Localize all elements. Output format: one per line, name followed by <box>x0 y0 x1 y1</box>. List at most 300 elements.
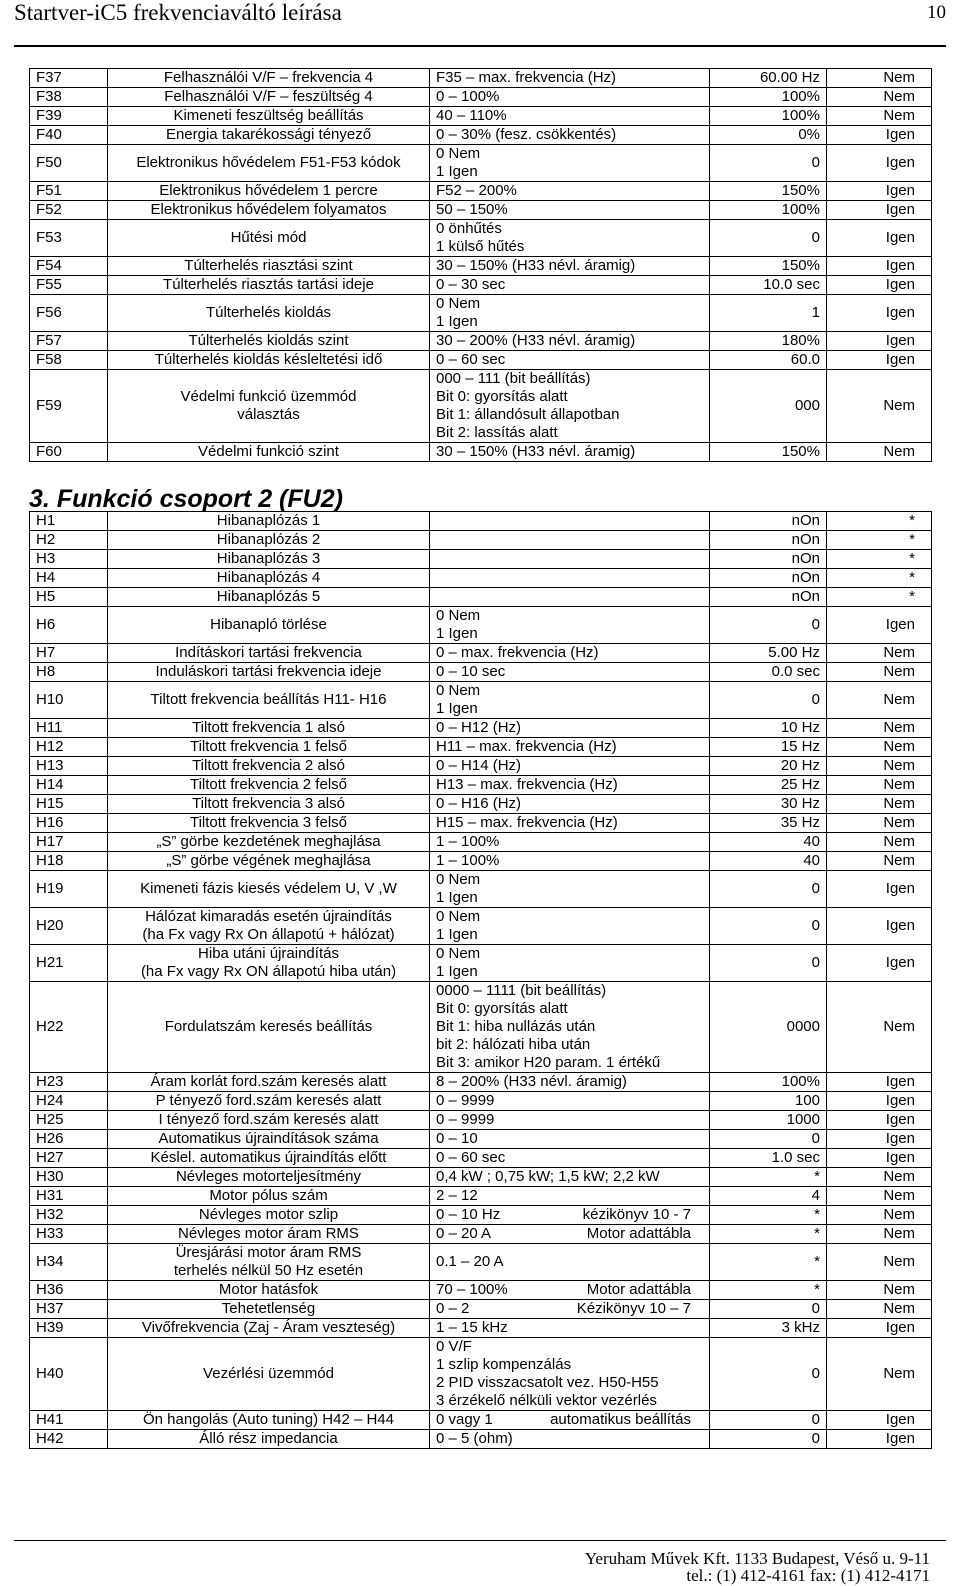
param-name-cell: Hibanaplózás 2 <box>108 531 430 550</box>
table-row <box>30 1187 932 1206</box>
param-changeable-cell: Nem <box>827 370 932 443</box>
param-code-cell: F53 <box>30 220 108 257</box>
param-code-cell: H36 <box>30 1281 108 1300</box>
param-range-cell <box>430 1225 710 1244</box>
param-name-cell: Tiltott frekvencia 2 felső <box>108 776 430 795</box>
param-changeable-cell: Igen <box>827 1411 932 1430</box>
page-header-title: Startver-iC5 frekvenciaváltó leírása <box>14 0 342 25</box>
param-code-cell: F59 <box>30 370 108 443</box>
table-row <box>30 738 932 757</box>
param-changeable-cell: * <box>827 588 932 607</box>
param-range-cell: 0 – 60 sec <box>430 351 710 370</box>
table-row <box>30 1092 932 1111</box>
table-row <box>30 107 932 126</box>
param-name-cell: Tiltott frekvencia 3 felső <box>108 814 430 833</box>
param-range-cell: H11 – max. frekvencia (Hz) <box>430 738 710 757</box>
param-default-cell: 15 Hz <box>710 738 827 757</box>
param-code-cell: H26 <box>30 1130 108 1149</box>
param-code-cell: H21 <box>30 945 108 982</box>
param-changeable-cell: Nem <box>827 852 932 871</box>
param-name-cell: Tehetetlenség <box>108 1300 430 1319</box>
param-name-cell: Hálózat kimaradás esetén újraindítás (ha Fx vagy Rx On állapotú + hálózat) <box>108 908 430 945</box>
table-row <box>30 982 932 1073</box>
param-changeable-cell: Igen <box>827 276 932 295</box>
param-name-cell: Tiltott frekvencia 3 alsó <box>108 795 430 814</box>
table-row <box>30 757 932 776</box>
param-name-cell: „S” görbe kezdetének meghajlása <box>108 833 430 852</box>
param-default-cell: 0 <box>710 871 827 908</box>
param-default-cell: 0 <box>710 1300 827 1319</box>
param-code-cell: F55 <box>30 276 108 295</box>
param-code-cell: H10 <box>30 682 108 719</box>
param-changeable-cell: * <box>827 550 932 569</box>
param-changeable-cell: Nem <box>827 443 932 462</box>
param-changeable-cell: Igen <box>827 1130 932 1149</box>
table-row <box>30 1338 932 1411</box>
param-range-cell: 1 – 100% <box>430 833 710 852</box>
param-name-cell: Vezérlési üzemmód <box>108 1338 430 1411</box>
param-code-cell: F51 <box>30 182 108 201</box>
param-name-cell: Tiltott frekvencia 1 alsó <box>108 719 430 738</box>
param-range-cell: 0 – H14 (Hz) <box>430 757 710 776</box>
range-split: 0 – 2 Kézikönyv 10 – 7 <box>436 1300 691 1317</box>
param-code-cell: H31 <box>30 1187 108 1206</box>
param-changeable-cell: Igen <box>827 871 932 908</box>
param-name-cell: Felhasználói V/F – frekvencia 4 <box>108 69 430 88</box>
param-name-cell: Áram korlát ford.szám keresés alatt <box>108 1073 430 1092</box>
param-default-cell: 100% <box>710 201 827 220</box>
param-default-cell: 100% <box>710 88 827 107</box>
table-row <box>30 682 932 719</box>
param-changeable-cell: * <box>827 512 932 531</box>
param-changeable-cell: Igen <box>827 145 932 182</box>
param-range-cell: 30 – 200% (H33 névl. áramig) <box>430 332 710 351</box>
param-range-cell: 0 Nem 1 Igen <box>430 945 710 982</box>
param-range-cell: 0 – 5 (ohm) <box>430 1430 710 1449</box>
param-default-cell: 25 Hz <box>710 776 827 795</box>
param-changeable-cell: * <box>827 531 932 550</box>
footer-company-address: Yeruham Művek Kft. 1133 Budapest, Véső u. 9-11 <box>584 1549 930 1568</box>
param-code-cell: F40 <box>30 126 108 145</box>
param-default-cell: 60.0 <box>710 351 827 370</box>
param-changeable-cell: Nem <box>827 644 932 663</box>
param-code-cell: H1 <box>30 512 108 531</box>
param-default-cell: 5.00 Hz <box>710 644 827 663</box>
param-default-cell: 30 Hz <box>710 795 827 814</box>
param-default-cell: nOn <box>710 512 827 531</box>
param-default-cell: 0 <box>710 1130 827 1149</box>
table-row <box>30 1168 932 1187</box>
section-heading: 3. Funkció csoport 2 (FU2) <box>29 485 343 513</box>
footer-divider <box>14 1540 946 1541</box>
param-code-cell: H20 <box>30 908 108 945</box>
param-code-cell: H2 <box>30 531 108 550</box>
param-code-cell: H7 <box>30 644 108 663</box>
table-row <box>30 871 932 908</box>
param-changeable-cell: Igen <box>827 1149 932 1168</box>
param-default-cell: 100% <box>710 107 827 126</box>
param-name-cell: Elektronikus hővédelem 1 percre <box>108 182 430 201</box>
param-default-cell: nOn <box>710 550 827 569</box>
param-changeable-cell: Nem <box>827 1244 932 1281</box>
param-default-cell: 0 <box>710 220 827 257</box>
param-range-cell: 0 – 30% (fesz. csökkentés) <box>430 126 710 145</box>
param-changeable-cell: Nem <box>827 1206 932 1225</box>
param-default-cell: 0 <box>710 1338 827 1411</box>
param-changeable-cell: Igen <box>827 351 932 370</box>
table-row <box>30 852 932 871</box>
param-name-cell: Fordulatszám keresés beállítás <box>108 982 430 1073</box>
param-code-cell: H30 <box>30 1168 108 1187</box>
param-range-cell: 0 Nem 1 Igen <box>430 682 710 719</box>
param-code-cell: H14 <box>30 776 108 795</box>
param-name-cell: Túlterhelés kioldás késleltetési idő <box>108 351 430 370</box>
param-code-cell: F56 <box>30 295 108 332</box>
param-default-cell: 20 Hz <box>710 757 827 776</box>
param-code-cell: H25 <box>30 1111 108 1130</box>
param-range-cell: 0 Nem 1 Igen <box>430 607 710 644</box>
table-row <box>30 663 932 682</box>
param-default-cell: 35 Hz <box>710 814 827 833</box>
param-code-cell: H39 <box>30 1319 108 1338</box>
param-code-cell: H8 <box>30 663 108 682</box>
table-row <box>30 351 932 370</box>
param-code-cell: H5 <box>30 588 108 607</box>
table-row <box>30 719 932 738</box>
param-changeable-cell: Nem <box>827 814 932 833</box>
param-code-cell: F54 <box>30 257 108 276</box>
param-name-cell: Elektronikus hővédelem folyamatos <box>108 201 430 220</box>
param-default-cell: 1.0 sec <box>710 1149 827 1168</box>
param-range-cell: 0 – 9999 <box>430 1111 710 1130</box>
param-default-cell: 0 <box>710 1411 827 1430</box>
param-default-cell: 0000 <box>710 982 827 1073</box>
param-code-cell: H3 <box>30 550 108 569</box>
param-name-cell: Tiltott frekvencia 1 felső <box>108 738 430 757</box>
param-range-cell: 40 – 110% <box>430 107 710 126</box>
param-name-cell: Túlterhelés kioldás szint <box>108 332 430 351</box>
param-default-cell: * <box>710 1244 827 1281</box>
param-changeable-cell: Nem <box>827 833 932 852</box>
parameter-table-fu1 <box>29 68 932 462</box>
param-default-cell: nOn <box>710 531 827 550</box>
param-default-cell: 40 <box>710 852 827 871</box>
param-code-cell: F52 <box>30 201 108 220</box>
table-row <box>30 1149 932 1168</box>
table-row <box>30 443 932 462</box>
param-name-cell: Hibanaplózás 3 <box>108 550 430 569</box>
param-range-cell: 0 – 30 sec <box>430 276 710 295</box>
param-code-cell: H34 <box>30 1244 108 1281</box>
param-changeable-cell: Nem <box>827 982 932 1073</box>
param-name-cell: Kimeneti fázis kiesés védelem U, V ,W <box>108 871 430 908</box>
param-code-cell: H16 <box>30 814 108 833</box>
param-changeable-cell: Nem <box>827 1187 932 1206</box>
param-range-cell: 0 – 10 sec <box>430 663 710 682</box>
param-default-cell: 150% <box>710 182 827 201</box>
param-default-cell: 100 <box>710 1092 827 1111</box>
table-row <box>30 370 932 443</box>
table-row <box>30 644 932 663</box>
table-row <box>30 1300 932 1319</box>
table-row <box>30 908 932 945</box>
table-row <box>30 945 932 982</box>
table-row <box>30 588 932 607</box>
table-row <box>30 531 932 550</box>
table-row <box>30 257 932 276</box>
table-row <box>30 776 932 795</box>
param-name-cell: Kimeneti feszültség beállítás <box>108 107 430 126</box>
param-code-cell: F50 <box>30 145 108 182</box>
table-row <box>30 1319 932 1338</box>
param-name-cell: P tényező ford.szám keresés alatt <box>108 1092 430 1111</box>
param-default-cell: 150% <box>710 257 827 276</box>
table-row <box>30 276 932 295</box>
param-default-cell: 0.0 sec <box>710 663 827 682</box>
param-changeable-cell: Igen <box>827 201 932 220</box>
table-row <box>30 1206 932 1225</box>
param-name-cell: Indításkori tartási frekvencia <box>108 644 430 663</box>
param-name-cell: Névleges motor szlip <box>108 1206 430 1225</box>
param-code-cell: H6 <box>30 607 108 644</box>
param-name-cell: Motor pólus szám <box>108 1187 430 1206</box>
param-changeable-cell: Igen <box>827 1073 932 1092</box>
param-default-cell: 0 <box>710 607 827 644</box>
param-changeable-cell: Igen <box>827 332 932 351</box>
param-code-cell: H32 <box>30 1206 108 1225</box>
param-name-cell: Késlel. automatikus újraindítás előtt <box>108 1149 430 1168</box>
param-default-cell: * <box>710 1206 827 1225</box>
param-changeable-cell: Igen <box>827 257 932 276</box>
param-code-cell: F39 <box>30 107 108 126</box>
table-row <box>30 550 932 569</box>
param-range-cell <box>430 1300 710 1319</box>
param-range-cell <box>430 588 710 607</box>
param-range-cell: 0 Nem 1 Igen <box>430 908 710 945</box>
param-name-cell: Túlterhelés riasztási szint <box>108 257 430 276</box>
param-code-cell: H11 <box>30 719 108 738</box>
table-row <box>30 201 932 220</box>
param-code-cell: H4 <box>30 569 108 588</box>
param-range-cell <box>430 550 710 569</box>
param-range-cell: 0 – H16 (Hz) <box>430 795 710 814</box>
param-range-cell: 0 – 9999 <box>430 1092 710 1111</box>
table-row <box>30 1225 932 1244</box>
param-default-cell: 0 <box>710 908 827 945</box>
param-name-cell: Induláskori tartási frekvencia ideje <box>108 663 430 682</box>
param-range-cell: 0 – 10 <box>430 1130 710 1149</box>
param-range-cell: 000 – 111 (bit beállítás) Bit 0: gyorsítás alatt Bit 1: állandósult állapotban Bit 2: lassítás alatt <box>430 370 710 443</box>
param-code-cell: H12 <box>30 738 108 757</box>
param-name-cell: Névleges motorteljesítmény <box>108 1168 430 1187</box>
param-default-cell: nOn <box>710 588 827 607</box>
table-row <box>30 1111 932 1130</box>
param-default-cell: 40 <box>710 833 827 852</box>
param-range-cell: 0 Nem 1 Igen <box>430 145 710 182</box>
param-name-cell: Ön hangolás (Auto tuning) H42 – H44 <box>108 1411 430 1430</box>
param-default-cell: nOn <box>710 569 827 588</box>
param-changeable-cell: Nem <box>827 107 932 126</box>
param-default-cell: 180% <box>710 332 827 351</box>
param-range-cell: F52 – 200% <box>430 182 710 201</box>
param-changeable-cell: Nem <box>827 682 932 719</box>
param-name-cell: Elektronikus hővédelem F51-F53 kódok <box>108 145 430 182</box>
param-code-cell: H24 <box>30 1092 108 1111</box>
param-changeable-cell: * <box>827 569 932 588</box>
param-code-cell: F58 <box>30 351 108 370</box>
param-range-cell: 8 – 200% (H33 névl. áramig) <box>430 1073 710 1092</box>
param-code-cell: H17 <box>30 833 108 852</box>
param-name-cell: Hűtési mód <box>108 220 430 257</box>
param-default-cell: 150% <box>710 443 827 462</box>
param-changeable-cell: Igen <box>827 1430 932 1449</box>
param-default-cell: * <box>710 1168 827 1187</box>
param-default-cell: 0% <box>710 126 827 145</box>
param-changeable-cell: Nem <box>827 795 932 814</box>
table-row <box>30 126 932 145</box>
param-code-cell: H19 <box>30 871 108 908</box>
table-row <box>30 1281 932 1300</box>
param-range-cell: 0.1 – 20 A <box>430 1244 710 1281</box>
param-range-cell: 0 Nem 1 Igen <box>430 871 710 908</box>
param-default-cell: 1 <box>710 295 827 332</box>
table-row <box>30 1130 932 1149</box>
param-range-cell <box>430 512 710 531</box>
param-code-cell: H27 <box>30 1149 108 1168</box>
param-code-cell: H18 <box>30 852 108 871</box>
param-range-cell: 50 – 150% <box>430 201 710 220</box>
param-name-cell: Felhasználói V/F – feszültség 4 <box>108 88 430 107</box>
param-range-cell: 30 – 150% (H33 névl. áramig) <box>430 443 710 462</box>
param-changeable-cell: Nem <box>827 719 932 738</box>
param-range-cell <box>430 1206 710 1225</box>
param-name-cell: Védelmi funkció üzemmód választás <box>108 370 430 443</box>
param-default-cell: 10 Hz <box>710 719 827 738</box>
range-split: 70 – 100% Motor adattábla <box>436 1281 691 1298</box>
param-range-cell <box>430 1411 710 1430</box>
param-name-cell: Tiltott frekvencia beállítás H11- H16 <box>108 682 430 719</box>
param-range-cell: 30 – 150% (H33 névl. áramig) <box>430 257 710 276</box>
table-row <box>30 332 932 351</box>
param-code-cell: H42 <box>30 1430 108 1449</box>
param-changeable-cell: Nem <box>827 88 932 107</box>
param-code-cell: H13 <box>30 757 108 776</box>
param-default-cell: 0 <box>710 682 827 719</box>
param-name-cell: Energia takarékossági tényező <box>108 126 430 145</box>
param-changeable-cell: Nem <box>827 69 932 88</box>
param-name-cell: Túlterhelés kioldás <box>108 295 430 332</box>
table-row <box>30 569 932 588</box>
param-default-cell: 3 kHz <box>710 1319 827 1338</box>
param-code-cell: H40 <box>30 1338 108 1411</box>
param-code-cell: F38 <box>30 88 108 107</box>
param-range-cell: 1 – 15 kHz <box>430 1319 710 1338</box>
table-row <box>30 512 932 531</box>
param-changeable-cell: Igen <box>827 607 932 644</box>
page-number: 10 <box>927 2 946 23</box>
param-range-cell: 0 – max. frekvencia (Hz) <box>430 644 710 663</box>
param-name-cell: I tényező ford.szám keresés alatt <box>108 1111 430 1130</box>
param-changeable-cell: Igen <box>827 1092 932 1111</box>
table-row <box>30 145 932 182</box>
table-row <box>30 295 932 332</box>
param-changeable-cell: Nem <box>827 776 932 795</box>
param-changeable-cell: Nem <box>827 663 932 682</box>
param-range-cell: 2 – 12 <box>430 1187 710 1206</box>
param-default-cell: 100% <box>710 1073 827 1092</box>
param-range-cell: H15 – max. frekvencia (Hz) <box>430 814 710 833</box>
param-range-cell: 0000 – 1111 (bit beállítás) Bit 0: gyorsítás alatt Bit 1: hiba nullázás után bit 2: hálózati hiba után Bit 3: amikor H20 param. 1 értékű <box>430 982 710 1073</box>
param-code-cell: H41 <box>30 1411 108 1430</box>
param-name-cell: Túlterhelés riasztás tartási ideje <box>108 276 430 295</box>
param-range-cell <box>430 1281 710 1300</box>
table-row <box>30 833 932 852</box>
param-range-cell <box>430 569 710 588</box>
param-default-cell: 0 <box>710 945 827 982</box>
param-code-cell: H15 <box>30 795 108 814</box>
param-changeable-cell: Igen <box>827 908 932 945</box>
param-name-cell: Hibanaplózás 5 <box>108 588 430 607</box>
param-range-cell: 0,4 kW ; 0,75 kW; 1,5 kW; 2,2 kW <box>430 1168 710 1187</box>
param-default-cell: 10.0 sec <box>710 276 827 295</box>
param-changeable-cell: Igen <box>827 295 932 332</box>
param-changeable-cell: Igen <box>827 945 932 982</box>
param-code-cell: H37 <box>30 1300 108 1319</box>
range-split: 0 – 20 A Motor adattábla <box>436 1225 691 1242</box>
param-default-cell: * <box>710 1225 827 1244</box>
param-range-cell: 0 – 100% <box>430 88 710 107</box>
param-code-cell: H23 <box>30 1073 108 1092</box>
param-name-cell: Motor hatásfok <box>108 1281 430 1300</box>
param-changeable-cell: Nem <box>827 1225 932 1244</box>
param-name-cell: Tiltott frekvencia 2 alsó <box>108 757 430 776</box>
table-row <box>30 1411 932 1430</box>
param-changeable-cell: Nem <box>827 1338 932 1411</box>
param-range-cell: 0 Nem 1 Igen <box>430 295 710 332</box>
param-range-cell: 0 – 60 sec <box>430 1149 710 1168</box>
table-row <box>30 1073 932 1092</box>
table-row <box>30 814 932 833</box>
param-name-cell: Álló rész impedancia <box>108 1430 430 1449</box>
param-changeable-cell: Igen <box>827 1319 932 1338</box>
param-changeable-cell: Nem <box>827 1300 932 1319</box>
table-row <box>30 182 932 201</box>
param-name-cell: „S” görbe végének meghajlása <box>108 852 430 871</box>
param-name-cell: Automatikus újraindítások száma <box>108 1130 430 1149</box>
param-changeable-cell: Nem <box>827 1168 932 1187</box>
table-row <box>30 220 932 257</box>
table-row <box>30 795 932 814</box>
param-default-cell: 0 <box>710 1430 827 1449</box>
header-divider <box>14 45 946 47</box>
param-code-cell: H22 <box>30 982 108 1073</box>
param-name-cell: Üresjárási motor áram RMS terhelés nélkül 50 Hz esetén <box>108 1244 430 1281</box>
param-default-cell: 4 <box>710 1187 827 1206</box>
parameter-table-fu2 <box>29 511 932 1449</box>
param-code-cell: F37 <box>30 69 108 88</box>
param-changeable-cell: Nem <box>827 1281 932 1300</box>
range-split: 0 – 10 Hz kézikönyv 10 - 7 <box>436 1206 691 1223</box>
param-default-cell: 60.00 Hz <box>710 69 827 88</box>
table-row <box>30 88 932 107</box>
param-range-cell: 0 – H12 (Hz) <box>430 719 710 738</box>
param-changeable-cell: Igen <box>827 126 932 145</box>
table-row <box>30 69 932 88</box>
param-name-cell: Hibanaplózás 4 <box>108 569 430 588</box>
param-code-cell: F60 <box>30 443 108 462</box>
param-range-cell: H13 – max. frekvencia (Hz) <box>430 776 710 795</box>
param-changeable-cell: Igen <box>827 220 932 257</box>
